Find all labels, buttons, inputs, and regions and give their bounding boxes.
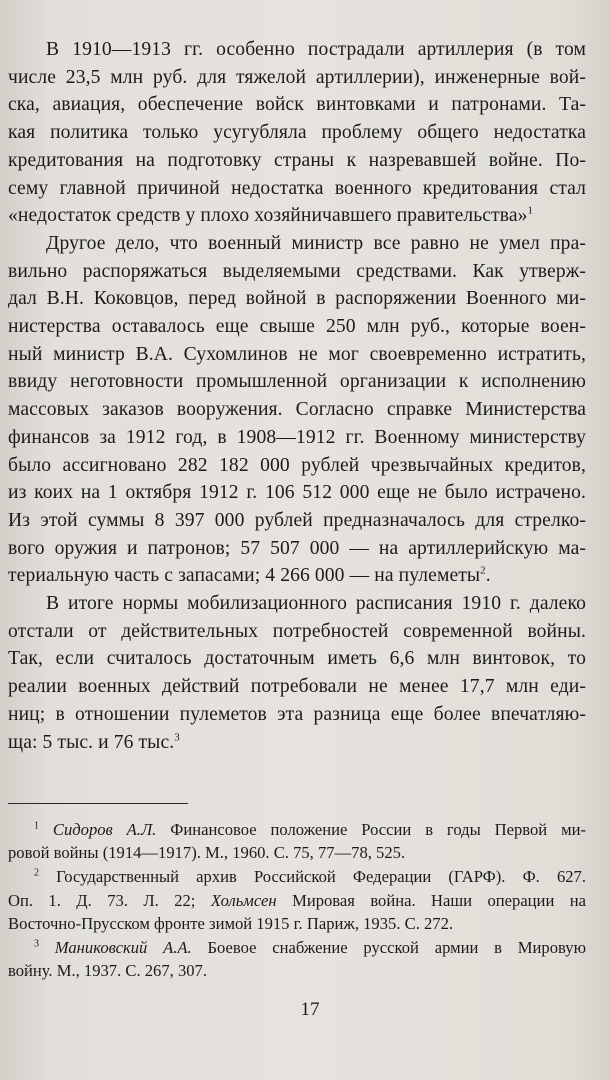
text-line-last [8,202,586,230]
footnote-line: ровой войны (1914—1917). М., 1960. С. 75, 77—78, 525. [8,843,406,863]
footnote-text: Боевое снабжение русской армии в Мировую [191,938,586,958]
footnote-1 [8,818,586,864]
footnote-line: Восточно-Прусском фронте зимой 1915 г. Париж, 1935. С. 272. [8,913,454,933]
text-line: вого оружия и патронов; 57 507 000 — на артиллерийскую ма- [8,537,586,559]
footnote-author: Маниковский А.А. [54,938,192,958]
paragraph-3 [8,590,586,756]
footnote-line [8,818,586,841]
main-text [8,36,586,756]
footnote-text: Финансовое положение России в годы Первой ми- [156,820,586,839]
text-line: отстали от действительных потребностей современной войны. [8,620,586,642]
footnote-reference: 2 [480,564,486,577]
paragraph-1 [8,36,586,230]
text-line-content: териальную часть с запасами; 4 266 000 — на пулеметы [8,565,481,587]
footnote-2 [8,865,586,935]
text-line-last [8,729,586,757]
text-line: числе 23,5 млн руб. для тяжелой артиллерии), инженерные вой- [8,66,586,88]
footnote-author: Сидоров А.Л. [52,820,157,839]
footnote-3 [8,936,586,982]
text-line: В 1910—1913 гг. особенно пострадали артиллерия (в том [46,39,586,60]
text-line: ниц; в отношении пулеметов эта разница еще более впечатляю- [8,703,586,725]
footnote-number: 1 [34,820,39,832]
text-line: дал В.Н. Коковцов, перед войной в распоряжении Военного ми- [8,288,586,310]
text-line-last: териальную часть с запасами; 4 266 000 — на пулеметы$^2$. [8,564,491,587]
text-line: было ассигновано 282 182 000 рублей чрезвычайных кредитов, [8,454,586,476]
text-line: В итоге нормы мобилизационного расписания 1910 г. далеко [46,593,586,615]
footnote-line [8,889,586,912]
footnote-divider [8,803,188,804]
text-line: реалии военных действий потребовали не менее 17,7 млн еди- [8,676,586,698]
footnote-number: 2 [34,867,39,879]
footnote-line: войну. М., 1937. С. 267, 307. [8,961,207,981]
text-line: кредитования на подготовку страны к назревавшей войне. По- [8,149,586,171]
text-line-content: ща: 5 тыс. и 76 тыс. [8,731,175,753]
text-line: сему главной причиной недостатка военного кредитования стал [8,177,586,199]
text-line: вильно распоряжаться выделяемыми средствами. Как утверж- [8,260,586,282]
text-line: из коих на 1 октября 1912 г. 106 512 000 еще не было истрачено. [8,482,586,504]
text-line: ный министр В.А. Сухомлинов не мог своевременно истратить, [8,343,586,365]
text-line: нистерства оставалось еще свыше 250 млн руб., которые воен- [8,316,586,338]
footnote-reference: 3 [174,731,180,744]
footnote-text: Мировая война. Наши операции на [276,890,586,910]
text-line: Так, если считалось достаточным иметь 6,6 млн винтовок, то [8,648,586,670]
text-line: ска, авиация, обеспечение войск винтовками и патронами. Та- [8,94,586,116]
footnotes [8,818,586,983]
footnote-author: Хольмсен [210,890,277,910]
text-line: Другое дело, что военный министр все равно не умел пра- [46,232,586,254]
page-number: 17 [300,999,320,1020]
text-line: массовых заказов вооружения. Согласно справке Министерства [8,399,586,421]
text-line: финансов за 1912 год, в 1908—1912 гг. Военному министерству [8,426,586,448]
footnote-text: Государственный архив Российской Федерации (ГАРФ). Ф. 627. [56,867,587,887]
footnote-reference: 1 [527,204,534,217]
text-line-content: «недостаток средств у плохо хозяйничавшего правительства» [8,205,528,227]
footnote-text: Оп. 1. Д. 73. Л. 22; [8,890,211,910]
footnote-line [8,865,586,888]
footnote-line [8,936,586,959]
paragraph-2 [8,230,586,590]
text-line: кая политика только усугубляла проблему общего недостатка [8,122,586,144]
text-line: Из этой суммы 8 397 000 рублей предназначалось для стрелко- [8,509,586,531]
footnote-number: 3 [34,938,39,950]
text-line: ввиду неготовности промышленной организации к исполнению [8,371,586,393]
